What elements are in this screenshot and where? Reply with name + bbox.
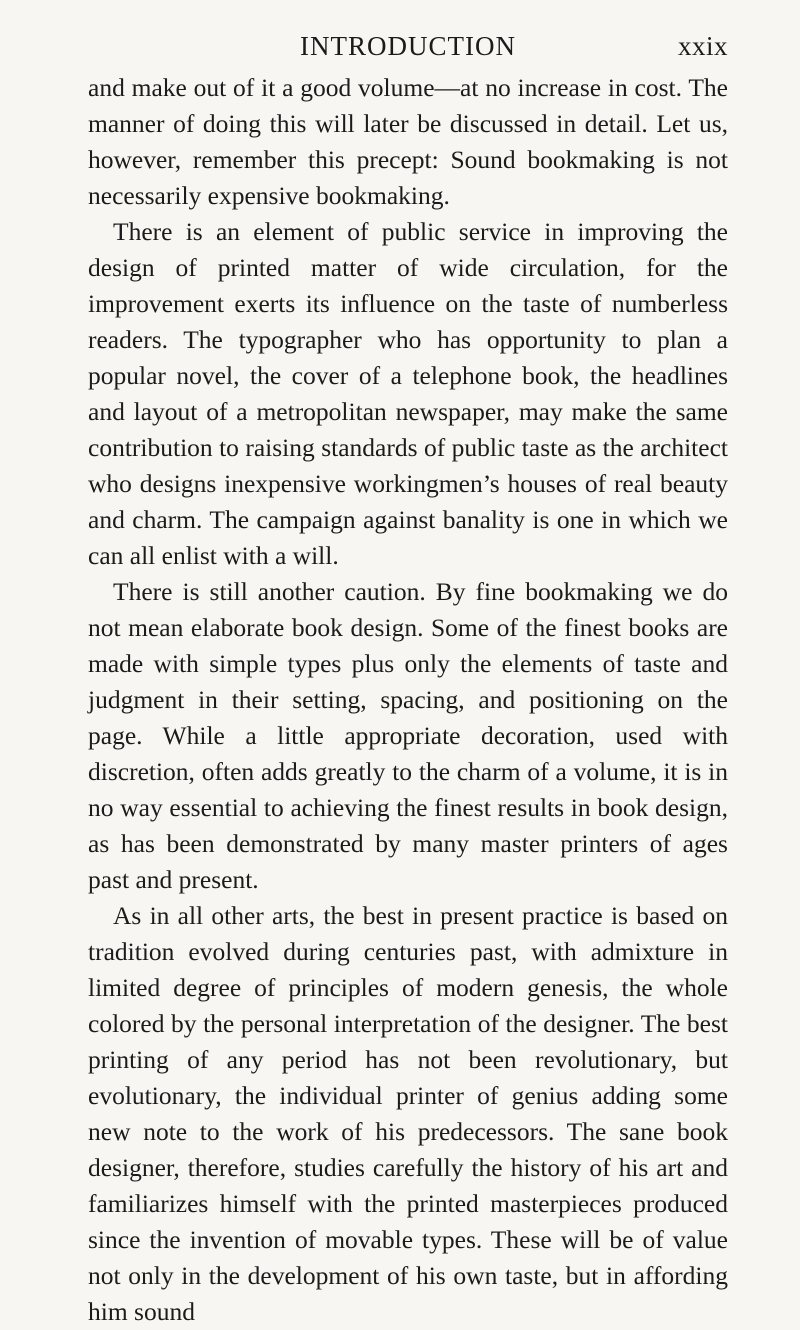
running-title: INTRODUCTION xyxy=(300,31,516,61)
paragraph-tradition: As in all other arts, the best in present practice is based on tradition evolved during centuries past, with admixture in limited degree of principles of modern genesis, the whole colored by the personal interpretation of the designer. The best printing of any period has not been revolutionary, but evolutionary, the individual printer of genius adding some new note to the work of his predecessors. The sane book designer, therefore, studies carefully the history of his art and familiarizes himself with the printed masterpieces produced since the invention of movable types. These will be of value not only in the development of his own taste, but in affording him sound xyxy=(88,901,728,1326)
paragraph-caution: There is still another caution. By fine bookmaking we do not mean elaborate book design. Some of the finest books are made with simple types plus only the elements of taste and judgment in their setting, spacing, and positioning on the page. While a little appropriate decoration, used with discretion, often adds greatly to the charm of a volume, it is in no way essential to achieving the finest results in book design, as has been demonstrated by many master printers of ages past and present. xyxy=(88,577,728,894)
book-page xyxy=(88,24,728,1330)
paragraph-continued: and make out of it a good volume—at no increase in cost. The manner of doing this will later be discussed in detail. Let us, however, remember this precept: Sound bookmaking is not necessarily expensive bookmaking. xyxy=(88,73,728,210)
paragraph-public-service: There is an element of public service in improving the design of printed matter of wide circulation, for the improvement exerts its influence on the taste of numberless readers. The typographer who has opportunity to plan a popular novel, the cover of a telephone book, the headlines and layout of a metropolitan newspaper, may make the same contribution to raising standards of public taste as the architect who designs inexpensive workingmen’s houses of real beauty and charm. The campaign against banality is one in which we can all enlist with a will. xyxy=(88,217,728,570)
body-text xyxy=(88,70,728,1330)
page-number: xxix xyxy=(677,31,728,61)
running-head xyxy=(88,24,728,68)
